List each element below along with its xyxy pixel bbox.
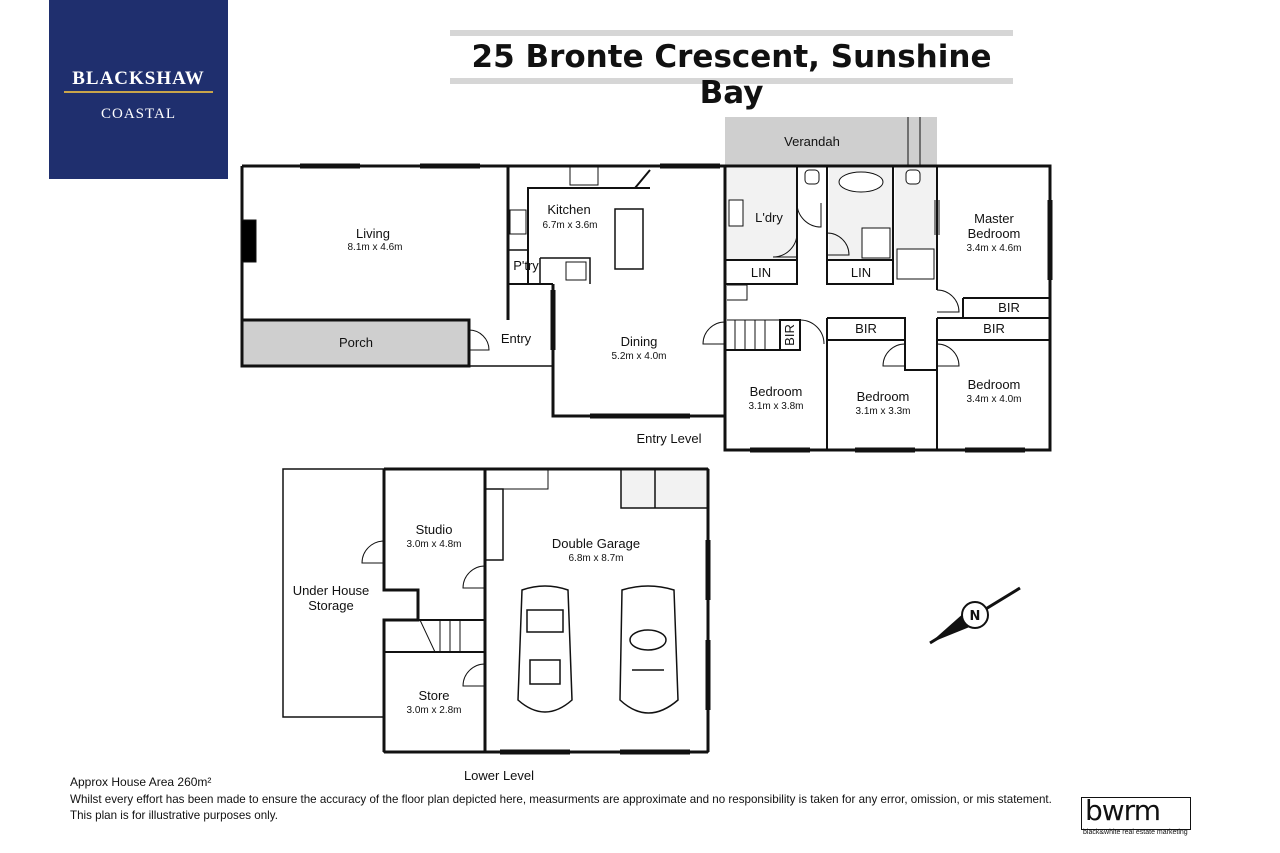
- entry-level-walls: [242, 117, 1050, 450]
- bwrm-tagline: black&white real estate marketing: [1083, 829, 1188, 836]
- storage-label-line2: Storage: [308, 598, 354, 613]
- kitchen-label: Kitchen: [547, 202, 591, 217]
- living-size: 8.1m x 4.6m: [347, 242, 403, 253]
- svg-text:N: N: [969, 609, 981, 624]
- lin-2-label: LIN: [850, 265, 872, 280]
- bedroom-3-size: 3.4m x 4.0m: [966, 394, 1022, 405]
- garage-size: 6.8m x 8.7m: [568, 553, 624, 564]
- kitchen-size: 6.7m x 3.6m: [542, 220, 598, 231]
- bir-3-label: BIR: [983, 321, 1005, 336]
- laundry-label: L'dry: [755, 210, 783, 225]
- lower-stairs: [420, 620, 460, 652]
- dining-label: Dining: [620, 334, 658, 349]
- bedroom-2-label: Bedroom: [856, 389, 910, 404]
- bedroom-1-label: Bedroom: [749, 384, 803, 399]
- disclaimer-line1: Whilst every effort has been made to ensure the accuracy of the floor plan depicted here, measurments are approximate and no responsibility is taken for any error, omission, or mis statement.: [70, 793, 1052, 806]
- lower-level-label: Lower Level: [463, 768, 535, 783]
- house-area: Approx House Area 260m²: [70, 775, 212, 789]
- entry-level-label: Entry Level: [636, 431, 702, 446]
- bir-1-label: BIR: [782, 324, 797, 346]
- pantry-label: P'try: [513, 258, 539, 273]
- dining-size: 5.2m x 4.0m: [611, 351, 667, 362]
- logo-subtitle: COASTAL: [101, 106, 176, 122]
- page-title: 25 Bronte Crescent, Sunshine Bay: [471, 39, 992, 111]
- lin-1-label: LIN: [750, 265, 772, 280]
- logo-brand-name: BLACKSHAW: [72, 68, 205, 89]
- store-size: 3.0m x 2.8m: [406, 705, 462, 716]
- studio-size: 3.0m x 4.8m: [406, 539, 462, 550]
- car-icon: [518, 586, 678, 713]
- bwrm-logo-text: bwrm: [1085, 794, 1160, 827]
- bedroom-2-size: 3.1m x 3.3m: [855, 406, 911, 417]
- disclaimer-line2: This plan is for illustrative purposes only.: [70, 809, 278, 822]
- entry-stairs: [727, 285, 780, 350]
- entry-label: Entry: [500, 331, 532, 346]
- lower-door-swings: [362, 541, 485, 686]
- bedroom-3-label: Bedroom: [967, 377, 1021, 392]
- bir-2-label: BIR: [855, 321, 877, 336]
- bir-master-label: BIR: [998, 300, 1020, 315]
- studio-label: Studio: [415, 522, 453, 537]
- master-size: 3.4m x 4.6m: [966, 243, 1022, 254]
- store-label: Store: [418, 688, 450, 703]
- bedroom-1-size: 3.1m x 3.8m: [748, 401, 804, 412]
- verandah-label: Verandah: [784, 134, 840, 149]
- master-label-line1: Master: [974, 211, 1014, 226]
- bwrm-logo: [1081, 794, 1191, 838]
- master-label-line2: Bedroom: [967, 226, 1021, 241]
- living-label: Living: [356, 226, 390, 241]
- north-compass-icon: [930, 588, 1020, 643]
- storage-label-line1: Under House: [292, 583, 370, 598]
- porch-label: Porch: [339, 335, 373, 350]
- garage-label: Double Garage: [551, 536, 641, 551]
